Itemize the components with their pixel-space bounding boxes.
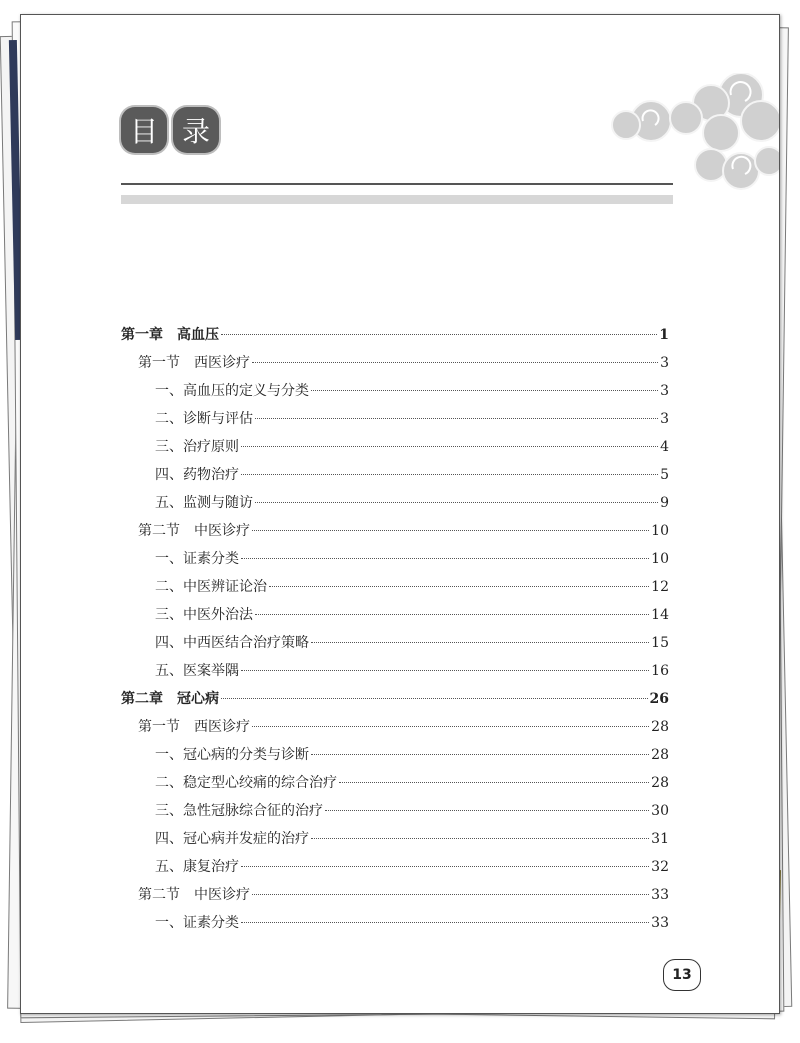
toc-entry[interactable]: [121, 492, 669, 520]
toc-leader-dots: [241, 922, 649, 923]
toc-entry-label: 二、稳定型心绞痛的综合治疗: [155, 775, 337, 791]
toc-entry-label: 第一节 西医诊疗: [138, 719, 250, 735]
toc-entry-page: 9: [660, 495, 669, 511]
toc-leader-dots: [241, 866, 649, 867]
toc-entry-label: 四、药物治疗: [155, 467, 239, 483]
toc-entry-page: 3: [660, 411, 669, 427]
toc-entry-label: 五、医案举隅: [155, 663, 239, 679]
toc-leader-dots: [252, 362, 658, 363]
toc-entry-page: 33: [651, 915, 669, 931]
toc-entry-page: 15: [651, 635, 669, 651]
toc-entry-label: 二、中医辨证论治: [155, 579, 267, 595]
toc-entry[interactable]: [121, 716, 669, 744]
toc-entry-page: 5: [660, 467, 669, 483]
toc-entry-page: 3: [660, 355, 669, 371]
table-of-contents: [121, 324, 669, 940]
cloud-ornament-icon: [591, 73, 779, 193]
toc-entry[interactable]: [121, 352, 669, 380]
toc-entry-page: 14: [651, 607, 669, 623]
toc-entry[interactable]: [121, 884, 669, 912]
toc-entry[interactable]: [121, 380, 669, 408]
toc-entry-label: 一、冠心病的分类与诊断: [155, 747, 309, 763]
toc-leader-dots: [241, 670, 649, 671]
toc-entry-page: 26: [649, 691, 669, 707]
toc-entry[interactable]: [121, 548, 669, 576]
toc-entry[interactable]: [121, 660, 669, 688]
document-page: [20, 14, 780, 1014]
toc-entry-page: 4: [660, 439, 669, 455]
toc-entry-page: 16: [651, 663, 669, 679]
toc-entry-label: 第二节 中医诊疗: [138, 887, 250, 903]
toc-leader-dots: [325, 810, 649, 811]
toc-leader-dots: [241, 558, 649, 559]
toc-entry-page: 31: [651, 831, 669, 847]
toc-entry-page: 10: [651, 551, 669, 567]
toc-entry-page: 1: [659, 327, 669, 343]
toc-entry-page: 33: [651, 887, 669, 903]
toc-entry[interactable]: [121, 800, 669, 828]
toc-leader-dots: [339, 782, 649, 783]
toc-entry-label: 一、高血压的定义与分类: [155, 383, 309, 399]
toc-entry-page: 32: [651, 859, 669, 875]
toc-entry-label: 二、诊断与评估: [155, 411, 253, 427]
toc-entry-label: 三、急性冠脉综合征的治疗: [155, 803, 323, 819]
toc-entry[interactable]: [121, 576, 669, 604]
page-title: [121, 107, 219, 153]
toc-entry-label: 三、治疗原则: [155, 439, 239, 455]
title-band: [121, 195, 673, 204]
toc-entry[interactable]: [121, 772, 669, 800]
toc-entry[interactable]: [121, 912, 669, 940]
toc-entry-label: 四、中西医结合治疗策略: [155, 635, 309, 651]
toc-leader-dots: [241, 446, 658, 447]
toc-entry-label: 三、中医外治法: [155, 607, 253, 623]
toc-leader-dots: [252, 530, 649, 531]
toc-entry-label: 一、证素分类: [155, 915, 239, 931]
toc-leader-dots: [311, 838, 649, 839]
toc-entry-label: 第一节 西医诊疗: [138, 355, 250, 371]
toc-leader-dots: [255, 614, 649, 615]
toc-leader-dots: [221, 334, 657, 335]
toc-leader-dots: [311, 754, 649, 755]
toc-leader-dots: [221, 698, 648, 699]
toc-entry[interactable]: [121, 436, 669, 464]
toc-entry-page: 30: [651, 803, 669, 819]
toc-entry[interactable]: [121, 408, 669, 436]
toc-leader-dots: [252, 894, 649, 895]
toc-leader-dots: [311, 642, 649, 643]
toc-entry-page: 3: [660, 383, 669, 399]
toc-entry[interactable]: [121, 744, 669, 772]
toc-leader-dots: [241, 474, 658, 475]
title-char-2: 录: [173, 107, 219, 153]
toc-leader-dots: [269, 586, 649, 587]
toc-entry-label: 五、监测与随访: [155, 495, 253, 511]
toc-leader-dots: [252, 726, 649, 727]
toc-leader-dots: [255, 418, 658, 419]
toc-entry-page: 28: [651, 719, 669, 735]
toc-entry-label: 四、冠心病并发症的治疗: [155, 831, 309, 847]
toc-entry-label: 五、康复治疗: [155, 859, 239, 875]
toc-entry-page: 28: [651, 775, 669, 791]
toc-entry-label: 一、证素分类: [155, 551, 239, 567]
toc-entry[interactable]: [121, 688, 669, 716]
toc-entry[interactable]: [121, 324, 669, 352]
title-char-1: 目: [121, 107, 167, 153]
toc-entry[interactable]: [121, 856, 669, 884]
toc-entry-label: 第二节 中医诊疗: [138, 523, 250, 539]
toc-entry-label: 第一章 高血压: [121, 327, 219, 343]
toc-entry-page: 12: [651, 579, 669, 595]
toc-entry-page: 28: [651, 747, 669, 763]
title-rule: [121, 183, 673, 185]
toc-entry[interactable]: [121, 520, 669, 548]
toc-entry[interactable]: [121, 604, 669, 632]
toc-leader-dots: [255, 502, 658, 503]
toc-entry[interactable]: [121, 632, 669, 660]
toc-leader-dots: [311, 390, 658, 391]
page-number: 13: [663, 959, 701, 991]
toc-entry[interactable]: [121, 828, 669, 856]
toc-entry-page: 10: [651, 523, 669, 539]
toc-entry-label: 第二章 冠心病: [121, 691, 219, 707]
toc-entry[interactable]: [121, 464, 669, 492]
